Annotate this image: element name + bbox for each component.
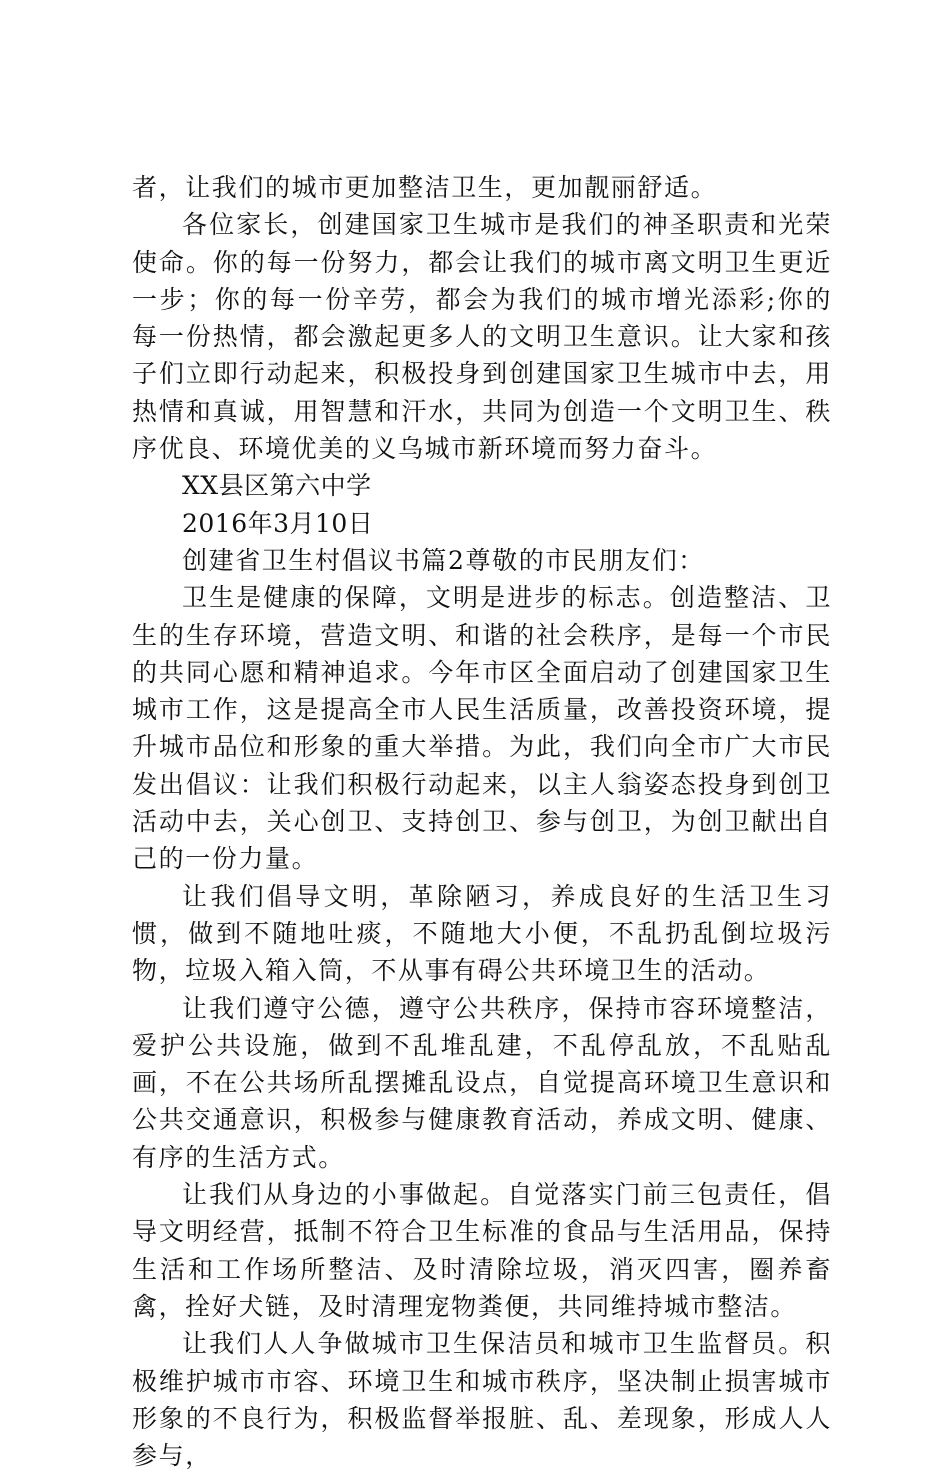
paragraph-small-things: 让我们从身边的小事做起。自觉落实门前三包责任，倡导文明经营，抵制不符合卫生标准的食品与生活用品，保持生活和工作场所整洁、及时清除垃圾，消灭四害，圈养畜禽，拴好犬链，及时清理宠物粪便，共同维持城市整洁。 — [132, 1180, 832, 1321]
signature-school: XX县区第六中学 — [182, 471, 372, 501]
paragraph-continuation: 者，让我们的城市更加整洁卫生，更加靓丽舒适。 — [132, 173, 718, 202]
paragraph-parents-call: 各位家长，创建国家卫生城市是我们的神圣职责和光荣使命。你的每一份努力，都会让我们的城市离文明卫生更近一步；你的每一份辛劳，都会为我们的城市增光添彩;你的每一份热情，都会激起更多人的文明卫生意识。让大家和孩子们立即行动起来，积极投身到创建国家卫生城市中去，用热情和真诚，用智慧和汗水，共同为创造一个文明卫生、秩序优良、环境优美的义乌城市新环境而努力奋斗。 — [132, 210, 832, 464]
paragraph-supervisors: 让我们人人争做城市卫生保洁员和城市卫生监督员。积极维护城市市容、环境卫生和城市秩序，坚决制止损害城市形象的不良行为，积极监督举报脏、乱、差现象，形成人人参与， — [132, 1329, 832, 1471]
paragraph-civility: 让我们倡导文明，革除陋习，养成良好的生活卫生习惯，做到不随地吐痰，不随地大小便，不乱扔乱倒垃圾污物，垃圾入箱入筒，不从事有碍公共环境卫生的活动。 — [132, 881, 832, 986]
paragraph-public-order: 让我们遵守公德，遵守公共秩序，保持市容环境整洁，爱护公共设施，做到不乱堆乱建，不乱停乱放，不乱贴乱画，不在公共场所乱摆摊乱设点，自觉提高环境卫生意识和公共交通意识，积极参与健康教育活动，养成文明、健康、有序的生活方式。 — [132, 993, 832, 1172]
document-body — [132, 169, 832, 1474]
signature-date: 2016年3月10日 — [182, 508, 374, 538]
section-heading-proposal-2: 创建省卫生村倡议书篇2尊敬的市民朋友们： — [182, 545, 705, 575]
paragraph-intro: 卫生是健康的保障，文明是进步的标志。创造整洁、卫生的生存环境，营造文明、和谐的社会秩序，是每一个市民的共同心愿和精神追求。今年市区全面启动了创建国家卫生城市工作，这是提高全市人民生活质量，改善投资环境，提升城市品位和形象的重大举措。为此，我们向全市广大市民发出倡议：让我们积极行动起来，以主人翁姿态投身到创卫活动中去，关心创卫、支持创卫、参与创卫，为创卫献出自己的一份力量。 — [132, 583, 832, 874]
